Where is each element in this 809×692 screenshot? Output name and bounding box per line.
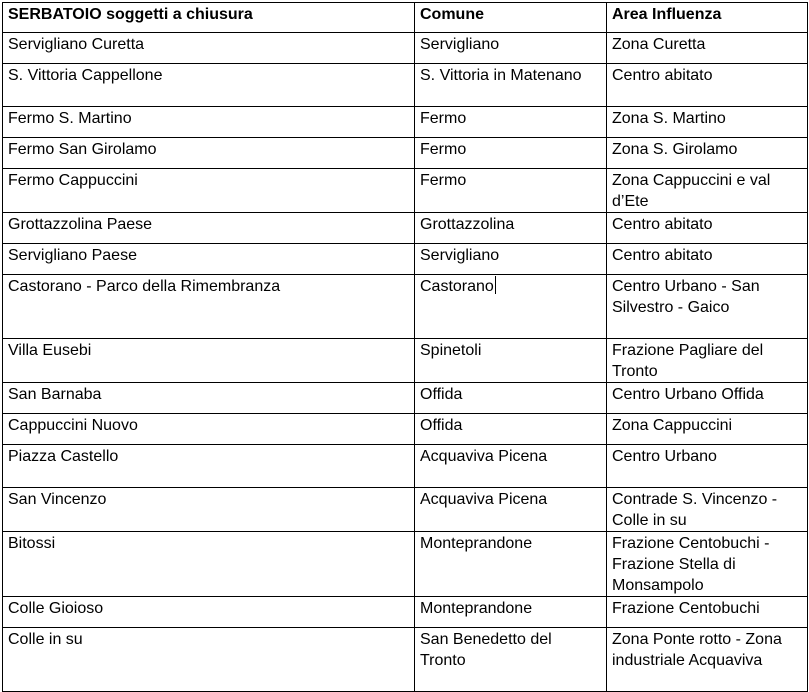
cell-area: Zona S. Martino	[607, 107, 808, 138]
cell-serbatoio: Servigliano Curetta	[3, 33, 415, 64]
table-header-row	[3, 3, 808, 33]
cell-area: Centro Urbano	[607, 445, 808, 488]
cell-serbatoio: Fermo Cappuccini	[3, 169, 415, 213]
cell-serbatoio: Colle in su	[3, 628, 415, 692]
cell-area: Centro abitato	[607, 244, 808, 275]
table-row	[3, 64, 808, 107]
table-row	[3, 414, 808, 445]
cell-serbatoio: Cappuccini Nuovo	[3, 414, 415, 445]
cell-comune: Offida	[415, 383, 607, 414]
header-area-influenza: Area Influenza	[607, 3, 808, 33]
cell-comune: Monteprandone	[415, 532, 607, 597]
table-row	[3, 383, 808, 414]
table-row	[3, 275, 808, 339]
cell-comune: Offida	[415, 414, 607, 445]
cell-serbatoio: Grottazzolina Paese	[3, 213, 415, 244]
table-row	[3, 33, 808, 64]
cell-area: Frazione Pagliare del Tronto	[607, 339, 808, 383]
cell-serbatoio: Piazza Castello	[3, 445, 415, 488]
cell-area: Zona Curetta	[607, 33, 808, 64]
table-row	[3, 138, 808, 169]
table-row	[3, 628, 808, 692]
table-row	[3, 169, 808, 213]
cell-area: Centro abitato	[607, 213, 808, 244]
table-row	[3, 213, 808, 244]
cell-serbatoio: San Vincenzo	[3, 488, 415, 532]
cell-area: Zona S. Girolamo	[607, 138, 808, 169]
text-cursor	[495, 276, 496, 294]
cell-comune: Grottazzolina	[415, 213, 607, 244]
cell-comune: San Benedetto del Tronto	[415, 628, 607, 692]
cell-area: Centro abitato	[607, 64, 808, 107]
header-serbatoio: SERBATOIO soggetti a chiusura	[3, 3, 415, 33]
table-row	[3, 339, 808, 383]
cell-area: Centro Urbano - San Silvestro - Gaico	[607, 275, 808, 339]
table-row	[3, 244, 808, 275]
cell-serbatoio: Servigliano Paese	[3, 244, 415, 275]
header-comune: Comune	[415, 3, 607, 33]
cell-serbatoio: Bitossi	[3, 532, 415, 597]
cell-comune: Acquaviva Picena	[415, 488, 607, 532]
cell-area: Contrade S. Vincenzo - Colle in su	[607, 488, 808, 532]
cell-serbatoio: S. Vittoria Cappellone	[3, 64, 415, 107]
reservoir-table	[2, 2, 808, 692]
table-row	[3, 532, 808, 597]
cell-serbatoio: Villa Eusebi	[3, 339, 415, 383]
cell-serbatoio: Castorano - Parco della Rimembranza	[3, 275, 415, 339]
table-row	[3, 445, 808, 488]
cell-serbatoio: San Barnaba	[3, 383, 415, 414]
table-row	[3, 597, 808, 628]
table-row	[3, 107, 808, 138]
cell-area: Zona Cappuccini	[607, 414, 808, 445]
cell-area: Centro Urbano Offida	[607, 383, 808, 414]
cell-comune: Fermo	[415, 107, 607, 138]
cell-area: Zona Cappuccini e val d’Ete	[607, 169, 808, 213]
cell-comune-text: Castorano	[420, 278, 494, 295]
cell-comune: Fermo	[415, 138, 607, 169]
cell-comune: Acquaviva Picena	[415, 445, 607, 488]
cell-comune: S. Vittoria in Matenano	[415, 64, 607, 107]
cell-area: Frazione Centobuchi - Frazione Stella di Monsampolo	[607, 532, 808, 597]
cell-comune: Monteprandone	[415, 597, 607, 628]
cell-serbatoio: Fermo S. Martino	[3, 107, 415, 138]
cell-area: Frazione Centobuchi	[607, 597, 808, 628]
cell-comune: Fermo	[415, 169, 607, 213]
cell-comune[interactable]	[415, 275, 607, 339]
cell-area: Zona Ponte rotto - Zona industriale Acquaviva	[607, 628, 808, 692]
cell-comune: Spinetoli	[415, 339, 607, 383]
cell-serbatoio: Colle Gioioso	[3, 597, 415, 628]
table-row	[3, 488, 808, 532]
cell-serbatoio: Fermo San Girolamo	[3, 138, 415, 169]
cell-comune: Servigliano	[415, 244, 607, 275]
cell-comune: Servigliano	[415, 33, 607, 64]
